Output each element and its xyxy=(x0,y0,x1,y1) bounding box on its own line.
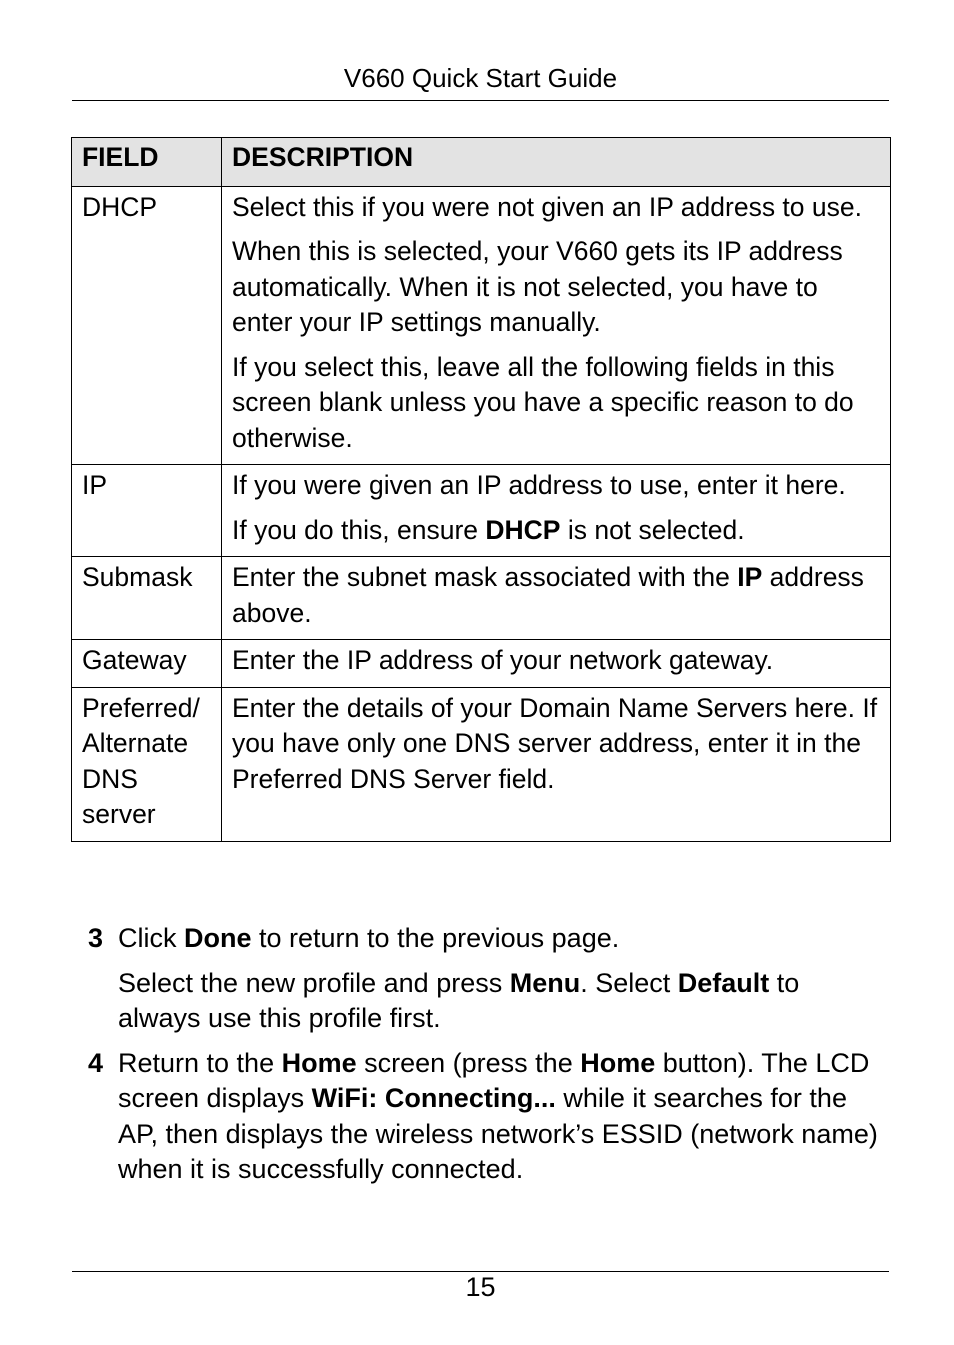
bold-term: IP xyxy=(737,562,763,592)
bold-term: WiFi: Connecting... xyxy=(311,1083,556,1113)
text-run: to return to the previous page. xyxy=(251,923,620,953)
field-name-cell: Submask xyxy=(72,557,222,640)
step-number: 4 xyxy=(88,1047,104,1078)
field-name-cell: IP xyxy=(72,465,222,557)
description-paragraph xyxy=(232,350,884,457)
field-description-table xyxy=(71,137,891,842)
table-row xyxy=(72,687,891,841)
text-run: Return to the xyxy=(118,1047,282,1078)
text-run: while it searches for the AP, then displays the wireless network’s ESSID (network name) when it is successfully connected. xyxy=(118,1083,878,1184)
step-paragraph xyxy=(118,921,888,957)
bold-term: Done xyxy=(184,923,252,953)
field-description-cell xyxy=(222,186,891,465)
table-header-row xyxy=(72,138,891,187)
text-run: If you do this, ensure xyxy=(232,514,486,545)
field-name-cell: Preferred/ Alternate DNS server xyxy=(72,687,222,841)
description-paragraph xyxy=(232,643,884,679)
table-row xyxy=(72,640,891,688)
bold-term: DHCP xyxy=(485,514,561,545)
table-body xyxy=(72,186,891,841)
column-header-description: DESCRIPTION xyxy=(222,138,891,187)
bold-term: Default xyxy=(677,967,770,998)
step-paragraph xyxy=(118,966,888,1037)
instruction-steps xyxy=(88,921,888,1188)
text-run: screen (press the xyxy=(356,1047,581,1078)
page-number: 15 xyxy=(465,1272,496,1302)
text-run: If you were given an IP address to use, enter it here. xyxy=(232,470,846,500)
text-run: is not selected. xyxy=(560,514,745,545)
step-paragraph xyxy=(118,1046,888,1188)
step-item xyxy=(88,921,888,1037)
field-description-cell xyxy=(222,465,891,557)
text-run: Select the new profile and press xyxy=(118,967,510,998)
step-number: 3 xyxy=(88,923,104,953)
text-run: Select this if you were not given an IP address to use. xyxy=(232,191,862,222)
text-run: Enter the subnet mask associated with the xyxy=(232,562,738,592)
text-run: Enter the details of your Domain Name Servers here. If you have only one DNS server address, enter it in the Preferred DNS Server field. xyxy=(232,692,878,794)
table-row xyxy=(72,186,891,465)
description-paragraph xyxy=(232,691,884,798)
step-body xyxy=(118,1046,888,1188)
description-paragraph xyxy=(232,468,884,504)
description-paragraph xyxy=(232,513,884,549)
table-row xyxy=(72,465,891,557)
text-run: address above. xyxy=(232,562,864,628)
bold-term: Home xyxy=(580,1047,656,1078)
header-divider xyxy=(72,100,889,101)
bold-term: Menu xyxy=(509,967,581,998)
field-description-cell xyxy=(222,557,891,640)
field-description-cell xyxy=(222,640,891,688)
text-run: If you select this, leave all the following fields in this screen blank unless you have a specific reason to do otherwise. xyxy=(232,351,854,453)
field-name-cell: Gateway xyxy=(72,640,222,688)
bold-term: Home xyxy=(281,1047,357,1078)
text-run: . Select xyxy=(580,967,678,998)
description-paragraph xyxy=(232,190,884,226)
description-paragraph xyxy=(232,560,884,631)
step-item xyxy=(88,1046,888,1188)
text-run: Enter the IP address of your network gateway. xyxy=(232,645,774,675)
text-run: Click xyxy=(118,923,184,953)
table-row xyxy=(72,557,891,640)
description-paragraph xyxy=(232,234,884,341)
page-header-title: V660 Quick Start Guide xyxy=(343,63,618,93)
field-description-cell xyxy=(222,687,891,841)
text-run: to always use this profile first. xyxy=(118,967,800,1033)
text-run: When this is selected, your V660 gets its IP address automatically. When it is not selected, you have to enter your IP settings manually. xyxy=(232,236,843,337)
text-run: button). The LCD screen displays xyxy=(118,1047,870,1113)
field-name-cell: DHCP xyxy=(72,186,222,465)
column-header-field: FIELD xyxy=(72,138,222,187)
step-body xyxy=(118,921,888,1037)
